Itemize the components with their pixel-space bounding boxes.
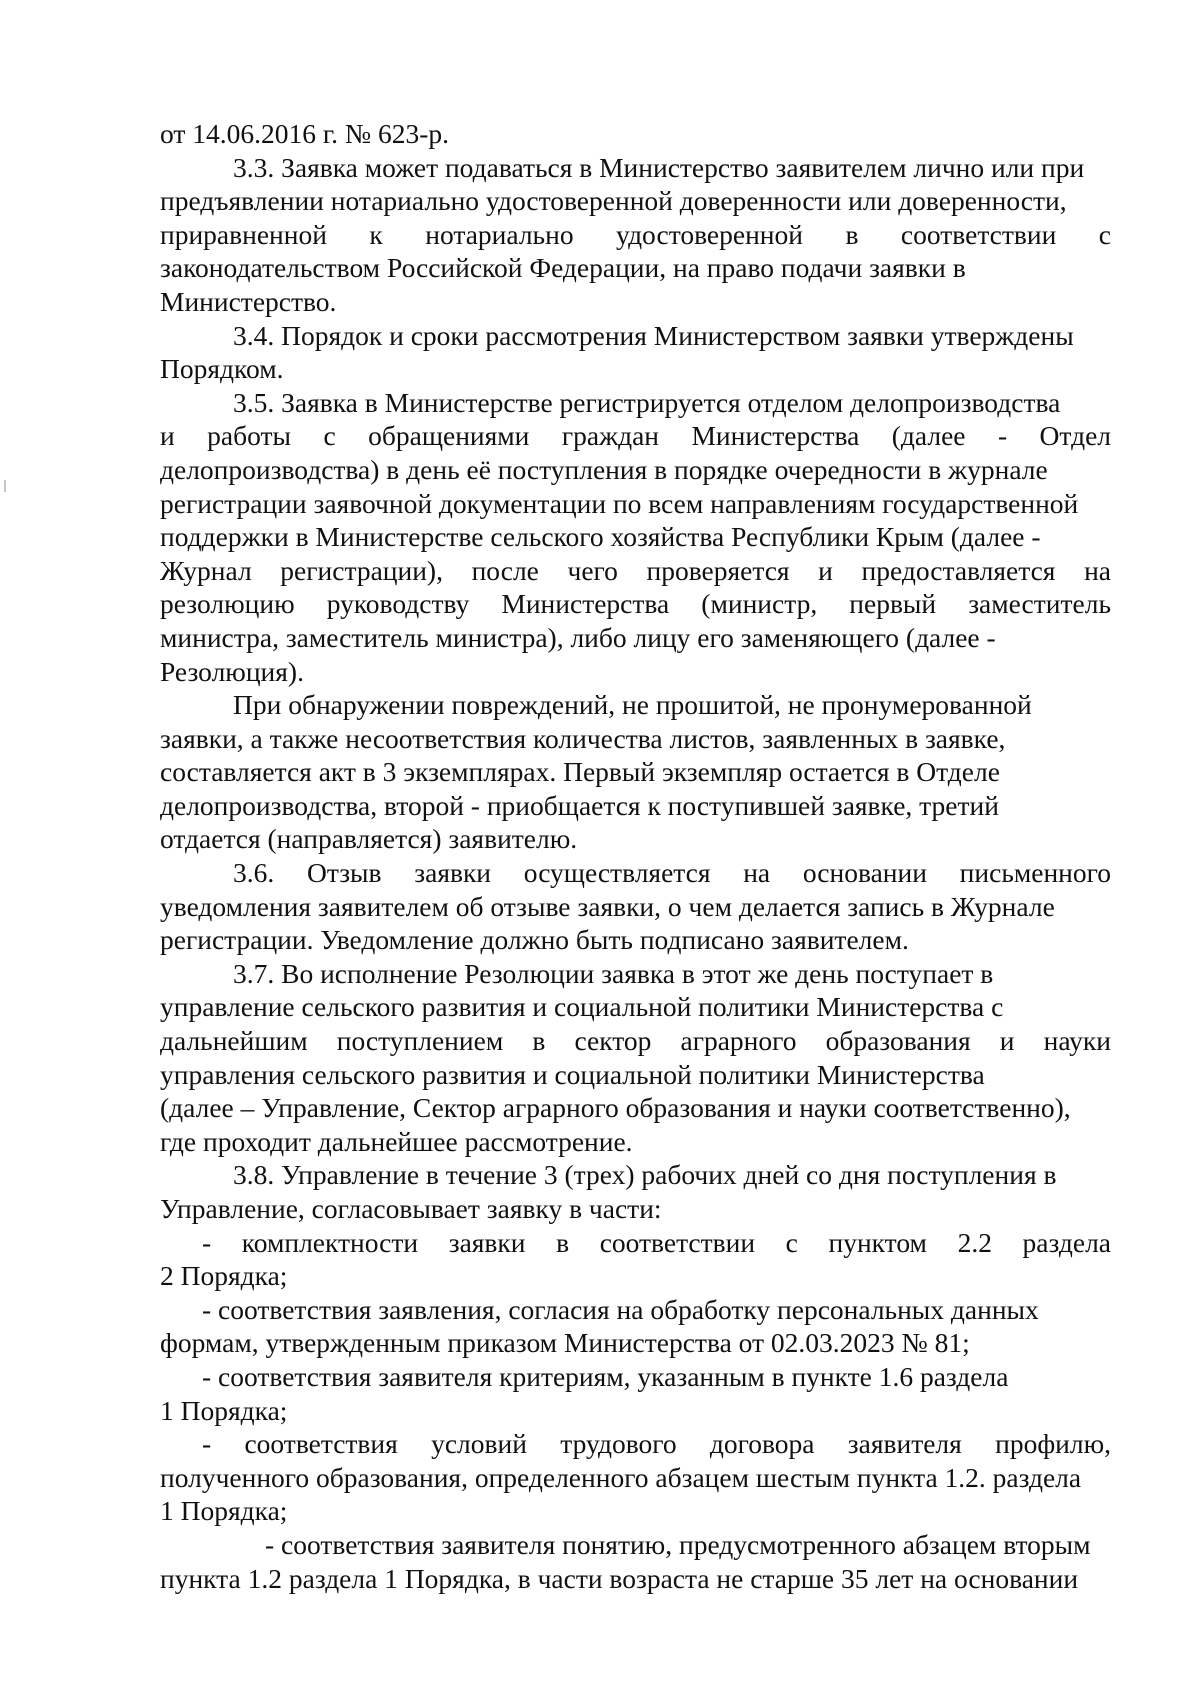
text-line: где проходит дальнейшее рассмотрение. [160, 1125, 633, 1157]
text-line: законодательством Российской Федерации, на право подачи заявки в [160, 252, 966, 284]
text-line: регистрации заявочной документации по всем направлениям государственной [160, 487, 1079, 519]
text-line: управления сельского развития и социальной политики Министерства [160, 1058, 985, 1090]
list-item: - соответствия условий трудового договора заявителя профилю, [202, 1428, 1111, 1460]
text-line: полученного образования, определенного абзацем шестым пункта 1.2. раздела [160, 1461, 1082, 1493]
text-line: и работы с обращениями граждан Министерства (далее - Отдел [160, 420, 1111, 452]
list-item: - соответствия заявителя критериям, указанным в пункте 1.6 раздела [202, 1360, 1009, 1392]
text-line: формам, утвержденным приказом Министерства от 02.03.2023 № 81; [160, 1327, 970, 1359]
text-line: приравненной к нотариально удостоверенной в соответствии с [160, 218, 1111, 250]
text-line: уведомления заявителем об отзыве заявки, о чем делается запись в Журнале [160, 890, 1055, 922]
text-line: заявки, а также несоответствия количества листов, заявленных в заявке, [160, 722, 1006, 754]
text-line: поддержки в Министерстве сельского хозяйства Республики Крым (далее - [160, 521, 1041, 553]
list-item: - комплектности заявки в соответствии с пунктом 2.2 раздела [202, 1226, 1111, 1258]
text-line: Резолюция). [160, 655, 304, 687]
text-line: 2 Порядка; [160, 1260, 288, 1292]
text-line: отдается (направляется) заявителю. [160, 823, 578, 855]
text-line: регистрации. Уведомление должно быть подписано заявителем. [160, 924, 909, 956]
paragraph-3-6: 3.6. Отзыв заявки осуществляется на основании письменного [233, 857, 1111, 889]
text-line: Управление, согласовывает заявку в части: [160, 1193, 662, 1224]
text-line: делопроизводства) в день её поступления в порядке очередности в журнале [160, 453, 1048, 485]
text-line: (далее – Управление, Сектор аграрного образования и науки соответственно), [160, 1092, 1071, 1124]
text-line: делопроизводства, второй - приобщается к поступившей заявке, третий [160, 789, 999, 821]
text-line: составляется акт в 3 экземплярах. Первый экземпляр остается в Отделе [160, 756, 1000, 788]
paragraph-3-5: 3.5. Заявка в Министерстве регистрируется отделом делопроизводства [233, 386, 1061, 418]
paragraph-3-7: 3.7. Во исполнение Резолюции заявка в этот же день поступает в [233, 957, 994, 989]
text-line: предъявлении нотариально удостоверенной доверенности или доверенности, [160, 185, 1067, 217]
text-line: 1 Порядка; [160, 1394, 288, 1426]
text-line: Порядком. [160, 353, 284, 385]
text-line: 1 Порядка; [160, 1495, 288, 1527]
text-line: пункта 1.2 раздела 1 Порядка, в части возраста не старше 35 лет на основании [160, 1562, 1079, 1594]
scan-artifact [4, 480, 6, 492]
list-item: - соответствия заявления, согласия на обработку персональных данных [202, 1293, 1039, 1325]
paragraph-3-8: 3.8. Управление в течение 3 (трех) рабочих дней со дня поступления в [233, 1159, 1057, 1191]
text-line: министра, заместитель министра), либо лицу его заменяющего (далее - [160, 621, 996, 653]
document-body [160, 117, 1111, 1595]
paragraph-3-4: 3.4. Порядок и сроки рассмотрения Министерством заявки утверждены [233, 319, 1074, 351]
text-line: резолюцию руководству Министерства (министр, первый заместитель [160, 588, 1111, 620]
text-line: Министерство. [160, 285, 337, 317]
text-line: дальнейшим поступлением в сектор аграрного образования и науки [160, 1025, 1111, 1057]
list-item: - соответствия заявителя понятию, предусмотренного абзацем вторым [265, 1528, 1091, 1560]
paragraph-damage: При обнаружении повреждений, не прошитой, не пронумерованной [233, 689, 1032, 721]
paragraph-3-3: 3.3. Заявка может подаваться в Министерство заявителем лично или при [233, 151, 1085, 183]
text-line: от 14.06.2016 г. № 623-р. [160, 118, 449, 149]
text-line: Журнал регистрации), после чего проверяется и предоставляется на [160, 554, 1111, 586]
text-line: управление сельского развития и социальной политики Министерства с [160, 991, 1004, 1023]
